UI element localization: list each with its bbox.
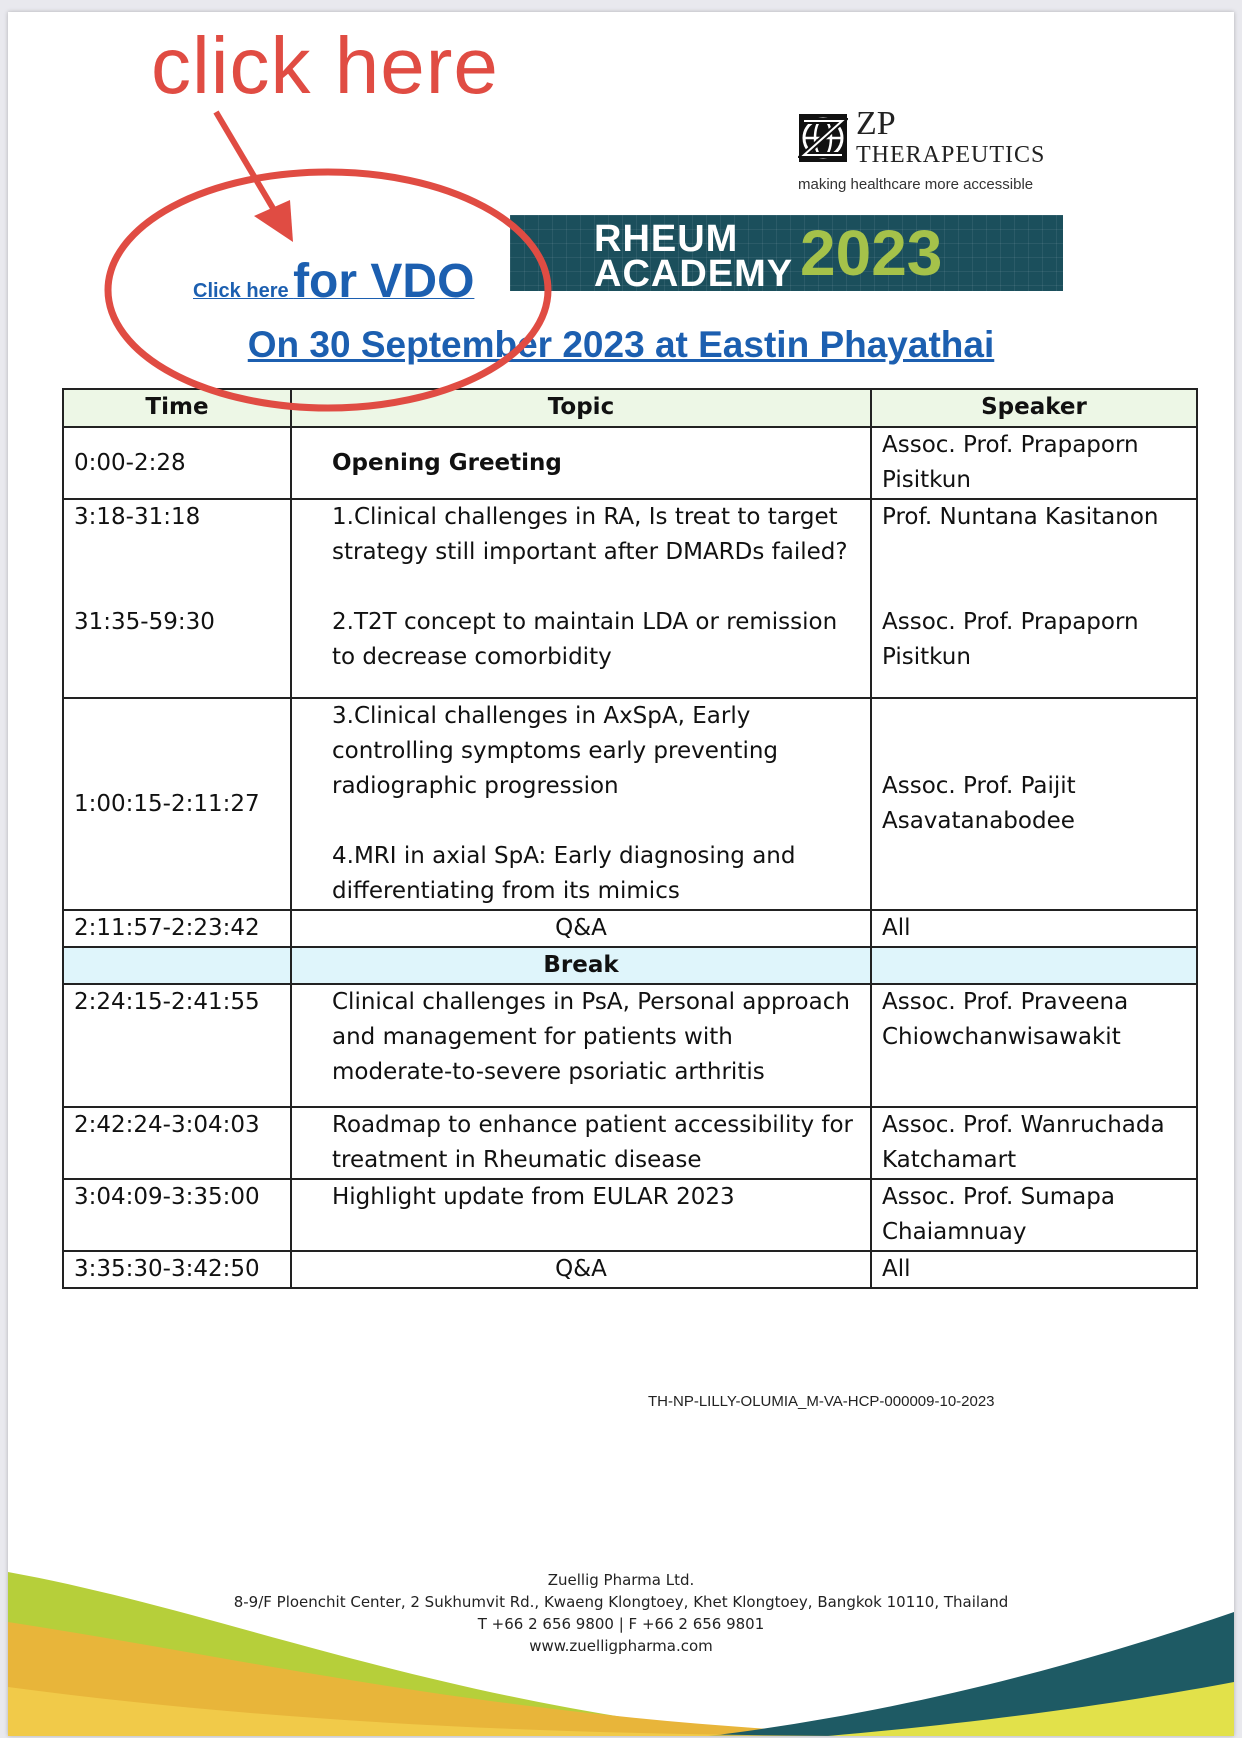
row-speaker-cell	[871, 499, 1197, 698]
row-speaker: Assoc. Prof. Paijit Asavatanabodee	[871, 698, 1197, 910]
row-time	[63, 947, 291, 984]
row-topic: Break	[291, 947, 871, 984]
row-topic: Q&A	[291, 1251, 871, 1288]
row-topic: 2.T2T concept to maintain LDA or remission to decrease comorbidity	[332, 609, 838, 670]
row-speaker: Prof. Nuntana Kasitanon	[882, 504, 1159, 530]
row-topic: Opening Greeting	[291, 427, 871, 499]
row-speaker: Assoc. Prof. Prapaporn Pisitkun	[882, 609, 1139, 670]
table-row	[63, 910, 1197, 947]
row-time: 3:04:09-3:35:00	[63, 1179, 291, 1251]
vdo-link[interactable]	[193, 254, 474, 309]
row-time: 2:42:24-3:04:03	[63, 1107, 291, 1179]
rheum-academy-banner	[510, 215, 1063, 295]
row-time: 2:11:57-2:23:42	[63, 910, 291, 947]
banner-year: 2023	[800, 217, 943, 289]
row-speaker	[871, 947, 1197, 984]
row-time: 31:35-59:30	[74, 609, 215, 635]
banner-word-rheum: RHEUM	[594, 218, 739, 260]
logo-tagline: making healthcare more accessible	[798, 176, 1034, 193]
table-row-break	[63, 947, 1197, 984]
document-page	[8, 12, 1234, 1736]
table-row	[63, 984, 1197, 1107]
footer-company: Zuellig Pharma Ltd.	[547, 1571, 695, 1589]
table-row	[63, 499, 1197, 698]
row-time: 1:00:15-2:11:27	[63, 698, 291, 910]
footer-phone: T +66 2 656 9800 | F +66 2 656 9801	[477, 1615, 765, 1633]
reference-code: TH-NP-LILLY-OLUMIA_M-VA-HCP-000009-10-2023	[648, 1393, 995, 1410]
row-speaker: Assoc. Prof. Praveena Chiowchanwisawakit	[871, 984, 1197, 1107]
annotation-arrow-head	[254, 200, 293, 242]
header-time: Time	[63, 389, 291, 427]
table-row	[63, 698, 1197, 910]
row-speaker: Assoc. Prof. Wanruchada Katchamart	[871, 1107, 1197, 1179]
header-speaker: Speaker	[871, 389, 1197, 427]
row-time: 3:35:30-3:42:50	[63, 1251, 291, 1288]
table-row	[63, 1179, 1197, 1251]
header-topic: Topic	[291, 389, 871, 427]
footer-address: 8-9/F Ploenchit Center, 2 Sukhumvit Rd., Kwaeng Klongtoey, Khet Klongtoey, Bangkok 10110, Thailand	[233, 1593, 1009, 1611]
row-speaker: All	[871, 1251, 1197, 1288]
row-topic-cell	[291, 698, 871, 910]
zp-therapeutics-logo	[798, 107, 1068, 197]
annotation-click-here: click here	[151, 21, 499, 110]
row-topic: 1.Clinical challenges in RA, Is treat to target strategy still important after DMARDs failed?	[332, 504, 848, 565]
vdo-link-small: Click here	[193, 280, 289, 302]
row-time: 0:00-2:28	[63, 427, 291, 499]
row-topic: 3.Clinical challenges in AxSpA, Early controlling symptoms early preventing radiographic progression	[332, 703, 779, 799]
table-header-row	[63, 389, 1197, 427]
table-row	[63, 1251, 1197, 1288]
row-topic: Clinical challenges in PsA, Personal approach and management for patients with moderate-to-severe psoriatic arthritis	[291, 984, 871, 1107]
table-row	[63, 427, 1197, 499]
logo-brand: ZP	[856, 105, 896, 142]
banner-word-academy: ACADEMY	[594, 253, 794, 295]
row-topic: Roadmap to enhance patient accessibility for treatment in Rheumatic disease	[291, 1107, 871, 1179]
row-topic: Highlight update from EULAR 2023	[291, 1179, 871, 1251]
row-time: 3:18-31:18	[74, 504, 201, 530]
row-topic: Q&A	[291, 910, 871, 947]
footer-website[interactable]: www.zuelligpharma.com	[529, 1637, 713, 1655]
zp-globe-icon	[798, 113, 848, 163]
logo-name: THERAPEUTICS	[856, 142, 1046, 168]
row-speaker: Assoc. Prof. Prapaporn Pisitkun	[871, 427, 1197, 499]
table-row	[63, 1107, 1197, 1179]
agenda-table	[62, 388, 1198, 1289]
vdo-link-big: for VDO	[293, 255, 475, 308]
row-speaker: All	[871, 910, 1197, 947]
row-time: 2:24:15-2:41:55	[63, 984, 291, 1107]
event-date-link[interactable]: On 30 September 2023 at Eastin Phayathai	[247, 324, 995, 365]
row-time-cell	[63, 499, 291, 698]
annotation-arrow-shaft	[216, 112, 274, 210]
row-topic: 4.MRI in axial SpA: Early diagnosing and differentiating from its mimics	[332, 843, 796, 904]
row-speaker: Assoc. Prof. Sumapa Chaiamnuay	[871, 1179, 1197, 1251]
row-topic-cell	[291, 499, 871, 698]
footer-address-block	[8, 1569, 1234, 1657]
